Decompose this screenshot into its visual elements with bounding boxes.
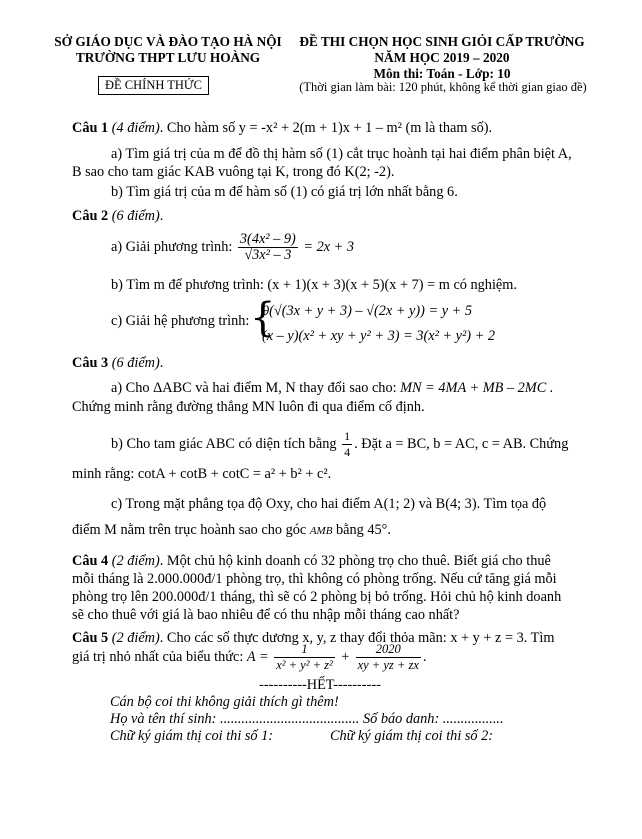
q1-label: Câu 1	[72, 120, 109, 136]
q5-line2	[72, 642, 426, 673]
q5-frac2	[356, 642, 421, 673]
proctor-signature-2: Chữ ký giám thị coi thi số 2:	[330, 728, 494, 744]
q3-points: (6 điểm)	[111, 355, 160, 371]
q2-a	[111, 232, 354, 263]
q1-points: (4 điểm)	[111, 120, 160, 136]
q5-text2: giá trị nhỏ nhất của biểu thức:	[72, 649, 244, 665]
time-allowed: (Thời gian làm bài: 120 phút, không kể thời gian giao đề)	[299, 80, 587, 94]
q3-label: Câu 3	[72, 355, 109, 371]
q3-b-line2: minh rằng: cotA + cotB + cotC = a² + b² + c².	[72, 466, 332, 482]
q2-a-numerator: 3(4x² – 9)	[239, 231, 296, 247]
q3-b-fraction	[342, 429, 352, 460]
q5-frac1	[274, 642, 335, 673]
q4-line2: mỗi tháng là 2.000.000đ/1 phòng trọ, thì không có phòng trống. Nếu cứ tăng giá mỗi	[72, 571, 557, 587]
candidate-info: Họ và tên thí sinh: ....................................... Số báo danh: .................	[110, 711, 504, 727]
q2-stem-text: .	[159, 208, 164, 224]
q3-b-line1	[111, 429, 568, 460]
q1-a-line2: B sao cho tam giác KAB vuông tại K, trong đó K(2; -2).	[72, 164, 395, 180]
q1-a-line1: a) Tìm giá trị của m để đồ thị hàm số (1) cắt trục hoành tại hai điểm phân biệt A,	[111, 146, 572, 162]
q4-line1	[72, 553, 551, 570]
q2-a-fraction	[238, 232, 298, 263]
q5-text: . Cho các số thực dương x, y, z thay đổi thỏa mãn: x + y + z = 3. Tìm	[159, 630, 555, 646]
department-name: SỞ GIÁO DỤC VÀ ĐÀO TẠO HÀ NỘI	[54, 34, 282, 49]
q1-stem	[72, 120, 492, 137]
proctor-signature-1: Chữ ký giám thị coi thi số 1:	[110, 728, 274, 744]
school-year: NĂM HỌC 2019 – 2020	[374, 50, 510, 65]
q5-end: .	[422, 649, 427, 665]
q3-c-text: điểm M nằm trên trục hoành sao cho góc	[72, 522, 307, 538]
q3-c-line1: c) Trong mặt phẳng tọa độ Oxy, cho hai điểm A(1; 2) và B(4; 3). Tìm tọa độ	[111, 496, 547, 512]
q5-frac1-num: 1	[274, 642, 335, 658]
q2-a-denominator: √3x² – 3	[244, 247, 292, 263]
q5-points: (2 điểm)	[111, 630, 160, 646]
q5-label: Câu 5	[72, 630, 109, 646]
q3-a-text: a) Cho ΔABC và hai điểm M, N thay đổi sao cho:	[111, 380, 397, 396]
q2-c-eq1: 9(√(3x + y + 3) – √(2x + y)) = y + 5	[262, 303, 473, 319]
q3-c-angle: AMB	[309, 525, 333, 537]
q2-a-rhs: = 2x + 3	[303, 239, 355, 255]
q3-stem	[72, 355, 163, 372]
q4-points: (2 điểm)	[111, 553, 160, 569]
q3-stem-text: .	[159, 355, 164, 371]
q1-stem-text: . Cho hàm số y = -x² + 2(m + 1)x + 1 – m² (m là tham số).	[159, 120, 493, 136]
q2-points: (6 điểm)	[111, 208, 160, 224]
q4-line3: phòng trọ lên 200.000đ/1 tháng, thì sẽ có 2 phòng bị bỏ trống. Hỏi chủ hộ kinh doanh	[72, 589, 562, 605]
q3-b-text-post: . Đặt a = BC, b = AC, c = AB. Chứng	[354, 436, 569, 452]
q4-label: Câu 4	[72, 553, 109, 569]
exam-title: ĐỀ THI CHỌN HỌC SINH GIỎI CẤP TRƯỜNG	[299, 34, 585, 49]
end-mark: ----------HẾT----------	[259, 677, 381, 693]
q2-label: Câu 2	[72, 208, 109, 224]
q2-b: b) Tìm m để phương trình: (x + 1)(x + 3)(x + 5)(x + 7) = m có nghiệm.	[111, 277, 517, 293]
q5-plus: +	[340, 649, 350, 665]
q2-stem	[72, 208, 163, 225]
school-name: TRƯỜNG THPT LƯU HOÀNG	[75, 50, 261, 65]
q3-b-frac-den: 4	[344, 445, 351, 459]
q1-b: b) Tìm giá trị của m để hàm số (1) có giá trị lớn nhất bằng 6.	[111, 184, 458, 200]
q3-b-frac-num: 1	[344, 429, 351, 443]
q5-expr-a: A =	[246, 649, 269, 665]
q3-a-line1	[111, 380, 553, 397]
proctor-note: Cán bộ coi thi không giải thích gì thêm!	[110, 694, 339, 710]
q5-frac1-den: x² + y² + z²	[276, 658, 333, 672]
q3-b-text: b) Cho tam giác ABC có diện tích bằng	[111, 436, 337, 452]
q5-frac2-den: xy + yz + zx	[357, 658, 419, 672]
q3-c-line2	[72, 522, 391, 539]
q2-c-text: c) Giải hệ phương trình:	[111, 313, 250, 329]
official-badge: ĐỀ CHÍNH THỨC	[98, 76, 209, 95]
subject-grade: Môn thi: Toán - Lớp: 10	[373, 66, 511, 81]
q4-line4: sẽ cho thuê với giá là bao nhiêu để có thu nhập mỗi tháng cao nhất?	[72, 607, 460, 623]
q3-a-line2: Chứng minh rằng đường thẳng MN luôn đi qua điểm cố định.	[72, 399, 425, 415]
q2-a-text: a) Giải phương trình:	[111, 239, 233, 255]
q5-frac2-num: 2020	[356, 642, 421, 658]
q2-c-eq2: (x – y)(x² + xy + y² + 3) = 3(x² + y²) + 2	[262, 328, 495, 344]
q3-c-text-post: bằng 45°.	[336, 522, 391, 538]
q3-a-vector-equation: MN = 4MA + MB – 2MC .	[400, 380, 554, 396]
system-brace: {	[250, 295, 276, 341]
q4-text: . Một chủ hộ kinh doanh có 32 phòng trọ cho thuê. Biết giá cho thuê	[159, 553, 551, 569]
